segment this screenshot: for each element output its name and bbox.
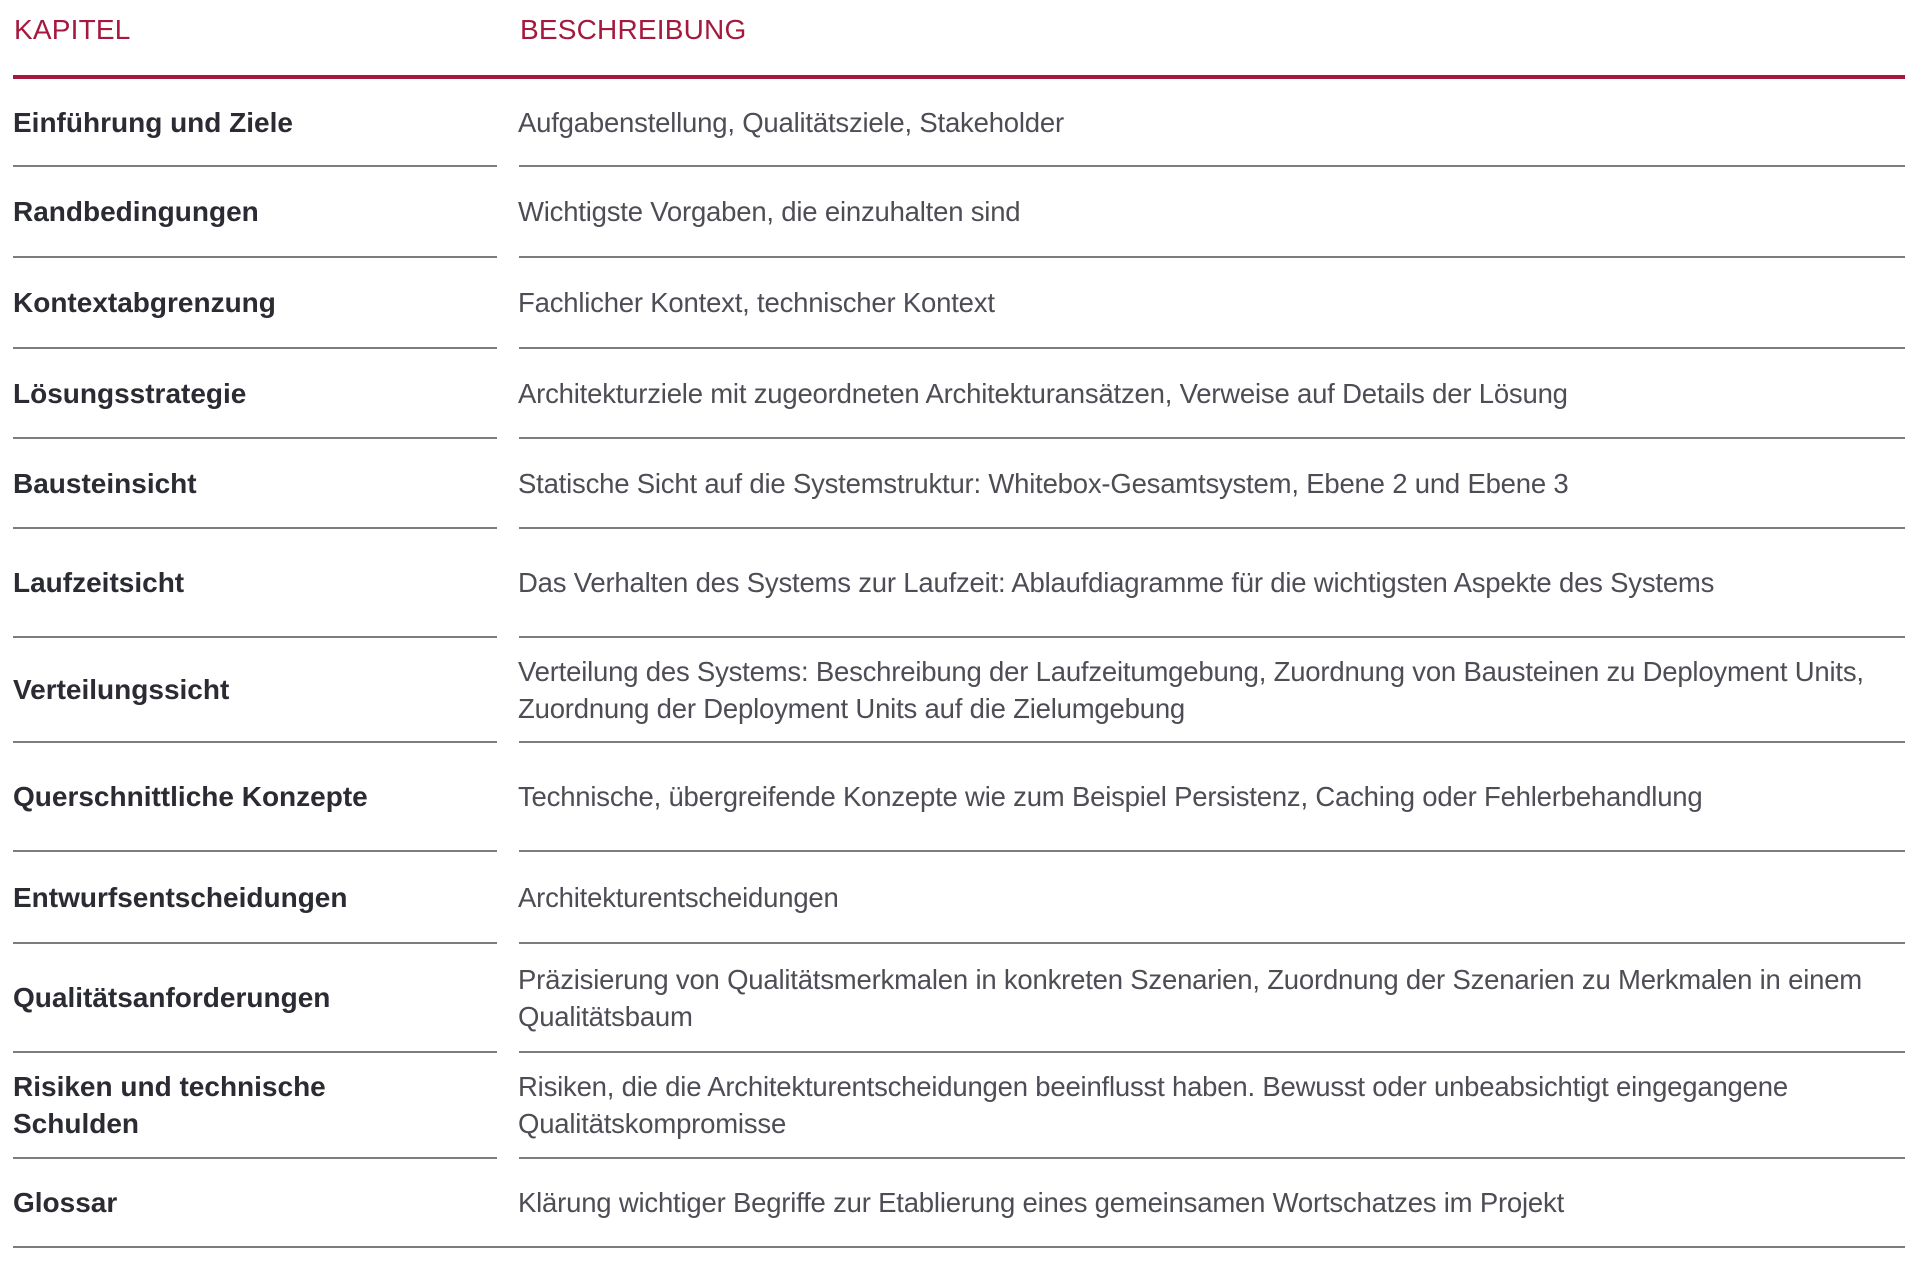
header-chapter: KAPITEL [14,14,131,45]
chapter-description: Wichtigste Vorgaben, die einzuhalten sind [518,196,1021,227]
chapter-name: Risiken und technische Schulden [13,1071,326,1139]
chapter-description: Statische Sicht auf die Systemstruktur: Whitebox-Gesamtsystem, Ebene 2 und Ebene 3 [518,467,1569,499]
chapter-name: Entwurfsentscheidungen [13,881,348,913]
table-row [13,1159,1905,1248]
chapter-table [13,0,1905,1218]
table-row [13,638,1905,743]
chapter-name: Einführung und Ziele [13,106,293,138]
chapter-name: Randbedingungen [13,196,259,227]
chapter-description: Risiken, die die Architekturentscheidungen beeinflusst haben. Bewusst oder unbeabsichtigt eingegangene Qualitätskompromisse [518,1071,1788,1139]
chapter-description: Architekturziele mit zugeordneten Architekturansätzen, Verweise auf Details der Lösung [518,377,1568,409]
chapter-name: Kontextabgrenzung [13,287,276,318]
table-bottom-divider [13,1246,1905,1248]
chapter-name: Bausteinsicht [13,467,197,499]
table-row [13,167,1905,258]
table-row [13,79,1905,167]
chapter-name: Laufzeitsicht [13,567,185,598]
table-row [13,852,1905,944]
table-row [13,944,1905,1053]
chapter-description: Fachlicher Kontext, technischer Kontext [518,287,995,318]
chapter-name: Verteilungssicht [13,674,230,705]
table-row [13,1053,1905,1159]
table-row [13,529,1905,638]
table-row [13,439,1905,529]
chapter-description: Technische, übergreifende Konzepte wie zum Beispiel Persistenz, Caching oder Fehlerbehandlung [518,781,1703,812]
chapter-description: Architekturentscheidungen [518,881,839,913]
chapter-description: Klärung wichtiger Begriffe zur Etablierung eines gemeinsamen Wortschatzes im Projekt [518,1187,1565,1218]
header-description: BESCHREIBUNG [520,14,747,45]
chapter-description: Präzisierung von Qualitätsmerkmalen in konkreten Szenarien, Zuordnung der Szenarien zu Merkmalen in einem Qualitätsbaum [518,963,1862,1032]
table-header [13,0,1905,76]
chapter-description: Aufgabenstellung, Qualitätsziele, Stakeholder [518,106,1064,138]
chapter-description: Verteilung des Systems: Beschreibung der Laufzeitumgebung, Zuordnung von Bausteinen zu Deployment Units, Zuordnung der Deployment Units auf die Zielumgebung [518,655,1864,724]
chapter-description: Das Verhalten des Systems zur Laufzeit: Ablaufdiagramme für die wichtigsten Aspekte des Systems [518,567,1715,598]
table-row [13,743,1905,852]
chapter-name: Glossar [13,1187,118,1218]
chapter-name: Querschnittliche Konzepte [13,781,368,812]
table-row [13,349,1905,439]
chapter-name: Qualitätsanforderungen [13,982,331,1013]
chapter-name: Lösungsstrategie [13,377,247,409]
table-row [13,258,1905,349]
